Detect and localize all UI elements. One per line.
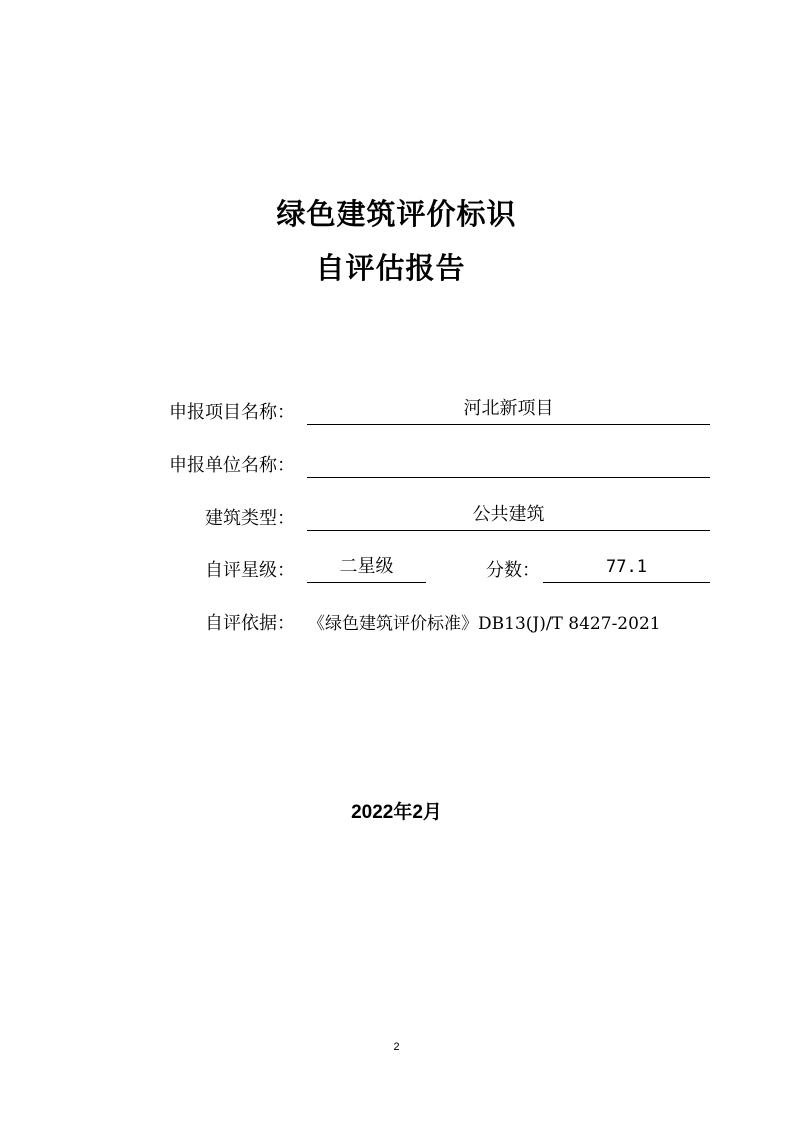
star-level-value: 二星级 — [307, 554, 426, 583]
report-title-line1: 绿色建筑评价标识 — [276, 197, 517, 231]
star-level-label: 自评星级： — [205, 560, 295, 581]
unit-name-value — [307, 449, 710, 478]
basis-label: 自评依据： — [205, 613, 295, 634]
project-name-label: 申报项目名称： — [169, 402, 295, 423]
building-type-label: 建筑类型： — [205, 508, 295, 529]
report-title-line2: 自评估报告 — [315, 251, 466, 285]
building-type-value: 公共建筑 — [307, 502, 710, 531]
page-number: 2 — [393, 1041, 400, 1053]
unit-name-label: 申报单位名称： — [169, 455, 295, 476]
project-name-value: 河北新项目 — [307, 396, 710, 425]
score-label: 分数： — [486, 560, 540, 581]
score-value: 77.1 — [543, 554, 710, 583]
basis-value: 《绿色建筑评价标准》DB13(J)/T 8427-2021 — [308, 614, 661, 634]
report-date: 2022年2月 — [351, 802, 442, 823]
